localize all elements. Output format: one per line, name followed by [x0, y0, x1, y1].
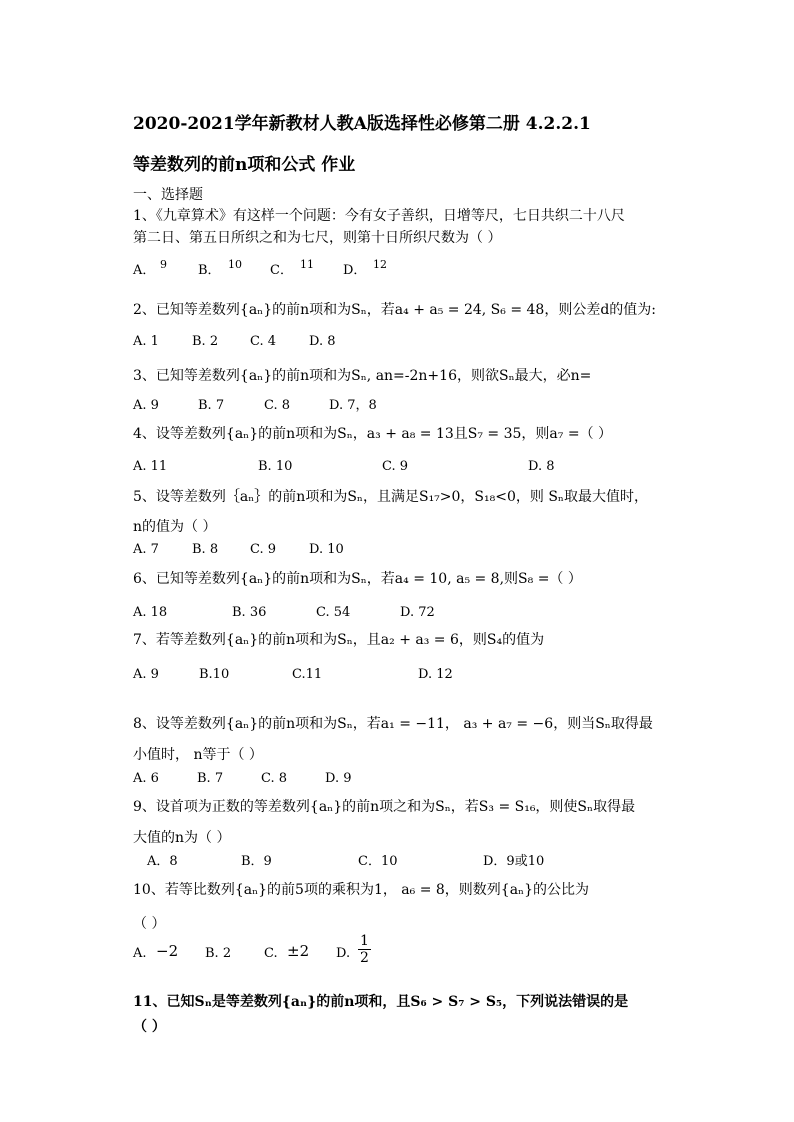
- q2-option-d: D. 8: [309, 334, 336, 349]
- q8-option-c: C. 8: [261, 771, 288, 786]
- q8-option-b: B. 7: [197, 771, 224, 786]
- question-11-text-1: 11、已知Sₙ是等差数列{aₙ}的前n项和，且S₆ > S₇ > S₅，下列说法错误的是: [133, 994, 629, 1010]
- q7-option-a: A. 9: [133, 667, 159, 682]
- q1-option-d-value: 12: [373, 258, 387, 271]
- q10-option-a-value: −2: [156, 942, 179, 960]
- question-5-text-2: n的值为（ ）: [133, 519, 217, 535]
- q8-option-d: D. 9: [325, 771, 352, 786]
- q3-option-a: A. 9: [133, 398, 159, 413]
- question-1-text-2: 第二日、第五日所织之和为七尺，则第十日所织尺数为（ ）: [133, 230, 502, 246]
- q4-option-b: B. 10: [258, 459, 293, 474]
- q7-option-d: D. 12: [418, 667, 453, 682]
- q2-option-c: C. 4: [250, 334, 277, 349]
- question-10-text-1: 10、若等比数列{aₙ}的前5项的乘积为1， a₆ = 8，则数列{aₙ}的公比为: [133, 882, 590, 898]
- question-1-text-1: 1、《九章算术》有这样一个问题：今有女子善织，日增等尺，七日共织二十八尺: [133, 208, 625, 224]
- question-4-text: 4、设等差数列{aₙ}的前n项和为Sₙ，a₃ + a₈ = 13且S₇ = 35，则a₇ =（ ）: [133, 426, 613, 442]
- fraction-denominator: 2: [360, 950, 369, 966]
- q4-option-a: A. 11: [133, 459, 168, 474]
- q3-option-b: B. 7: [198, 398, 225, 413]
- q7-option-c: C.11: [292, 667, 323, 682]
- q3-option-c: C. 8: [264, 398, 291, 413]
- q5-option-d: D. 10: [309, 542, 344, 557]
- q6-option-d: D. 72: [400, 605, 435, 620]
- q3-option-d: D. 7，8: [329, 398, 377, 413]
- q10-option-d-label: D.: [336, 946, 351, 961]
- q9-option-b: B．9: [241, 854, 272, 869]
- q10-option-c-value: ±2: [287, 942, 310, 960]
- q1-option-a-label: A．: [133, 263, 156, 278]
- q6-option-c: C. 54: [316, 605, 351, 620]
- q5-option-b: B. 8: [192, 542, 219, 557]
- q4-option-d: D. 8: [528, 459, 555, 474]
- q10-option-c-label: C.: [264, 946, 278, 961]
- q5-option-c: C. 9: [250, 542, 277, 557]
- q9-option-d: D．9或10: [483, 854, 545, 869]
- question-9-text-2: 大值的n为（ ）: [133, 830, 231, 846]
- q1-option-a-value: 9: [160, 258, 167, 271]
- q10-option-a-label: A.: [133, 946, 147, 961]
- question-2-text: 2、已知等差数列{aₙ}的前n项和为Sₙ，若a₄ + a₅ = 24, S₆ = 48，则公差d的值为:: [133, 302, 657, 318]
- question-8-text-2: 小值时， n等于（ ）: [133, 747, 263, 763]
- q9-option-a: A．8: [147, 854, 178, 869]
- q2-option-a: A. 1: [133, 334, 159, 349]
- question-9-text-1: 9、设首项为正数的等差数列{aₙ}的前n项之和为Sₙ，若S₃ = S₁₆，则使Sₙ取得最: [133, 799, 636, 815]
- page-title-line1: 2020-2021学年新教材人教A版选择性必修第二册 4.2.2.1: [133, 114, 591, 134]
- q1-option-d-label: D．: [343, 263, 367, 278]
- q6-option-a: A. 18: [133, 605, 168, 620]
- fraction-numerator: 1: [360, 933, 369, 949]
- q10-option-b: B. 2: [205, 946, 232, 961]
- q1-option-b-value: 10: [228, 258, 242, 271]
- question-11-text-2: （ ）: [133, 1019, 166, 1035]
- question-3-text: 3、已知等差数列{aₙ}的前n项和为Sₙ, an=-2n+16，则欲Sₙ最大，必n=: [133, 368, 592, 384]
- q7-option-b: B.10: [199, 667, 230, 682]
- q5-option-a: A. 7: [133, 542, 159, 557]
- q1-option-c-value: 11: [300, 258, 314, 271]
- q9-option-c: C．10: [358, 854, 398, 869]
- page-title-line2: 等差数列的前n项和公式 作业: [133, 155, 356, 175]
- fraction: [358, 933, 371, 966]
- q1-option-c-label: C．: [270, 263, 293, 278]
- q1-option-b-label: B．: [198, 263, 221, 278]
- question-8-text-1: 8、设等差数列{aₙ}的前n项和为Sₙ，若a₁ = −11， a₃ + a₇ = −6，则当Sₙ取得最: [133, 716, 653, 732]
- q8-option-a: A. 6: [133, 771, 159, 786]
- q10-option-d-fraction: [358, 933, 371, 966]
- question-7-text: 7、若等差数列{aₙ}的前n项和为Sₙ，且a₂ + a₃ = 6，则S₄的值为: [133, 632, 545, 648]
- question-5-text-1: 5、设等差数列｛aₙ｝的前n项和为Sₙ，且满足S₁₇>0，S₁₈<0，则 Sₙ取最大值时，: [133, 489, 648, 505]
- question-6-text: 6、已知等差数列{aₙ}的前n项和为Sₙ，若a₄ = 10, a₅ = 8,则S₈ =（ ）: [133, 571, 582, 587]
- question-10-text-2: （ ）: [133, 916, 166, 932]
- q2-option-b: B. 2: [192, 334, 219, 349]
- section-heading: 一、选择题: [133, 187, 203, 203]
- q6-option-b: B. 36: [232, 605, 267, 620]
- q4-option-c: C. 9: [382, 459, 409, 474]
